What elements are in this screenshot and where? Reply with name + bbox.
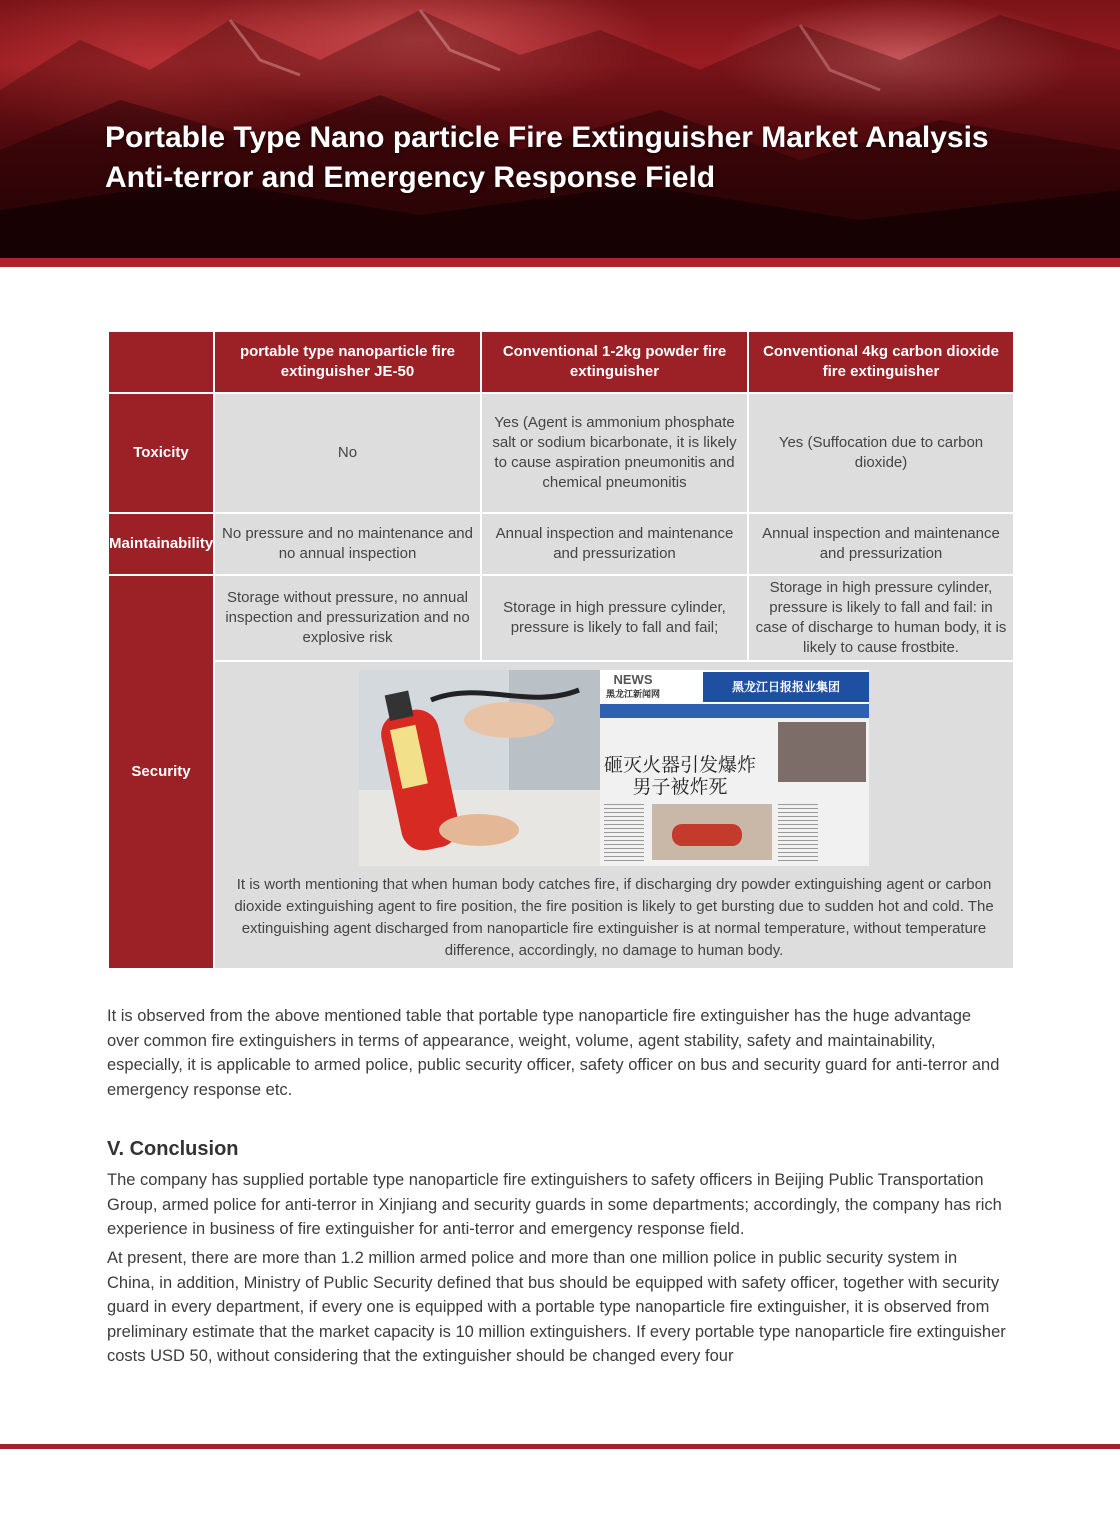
table-row-security — [108, 575, 1014, 661]
row-label-maintainability: Maintainability — [108, 513, 214, 575]
header-banner — [0, 0, 1120, 258]
cell-maint-powder: Annual inspection and maintenance and pressurization — [481, 513, 748, 575]
header-powder: Conventional 1-2kg powder fire extinguisher — [481, 331, 748, 393]
table-row-maintainability — [108, 513, 1014, 575]
cell-toxicity-powder: Yes (Agent is ammonium phosphate salt or sodium bicarbonate, it is likely to cause aspiration pneumonitis and chemical pneumonitis — [481, 393, 748, 513]
row-label-toxicity: Toxicity — [108, 393, 214, 513]
news-group-banner: 黑龙江日报报业集团 — [703, 672, 869, 702]
cell-sec-nano: Storage without pressure, no annual inspection and pressurization and no explosive risk — [214, 575, 481, 661]
section-heading-conclusion: V. Conclusion — [107, 1138, 239, 1160]
security-note: It is worth mentioning that when human body catches fire, if discharging dry powder extinguishing agent or carbon dioxide extinguishing agent to fire position, the fire position is likely to get bursting due to sudden hot and cold. The extinguishing agent discharged from nanoparticle fire extinguisher is at normal temperature, without temperature difference, accordingly, no damage to human body. — [234, 876, 994, 959]
title-line-2: Anti-terror and Emergency Response Field — [105, 161, 716, 194]
footer-line — [0, 1444, 1120, 1449]
summary-paragraph: It is observed from the above mentioned table that portable type nanoparticle fire extinguisher has the huge advantage over common fire extinguishers in terms of appearance, weight, volume, agent stability, safety and maintainability, especially, it is applicable to armed police, public security officer, safety officer on bus and security guard for anti-terror and emergency response etc. — [107, 1007, 1000, 1099]
table-row-security-detail — [108, 661, 1014, 969]
header-nanoparticle: portable type nanoparticle fire extinguisher JE-50 — [214, 331, 481, 393]
table-header-row — [108, 331, 1014, 393]
cell-toxicity-co2: Yes (Suffocation due to carbon dioxide) — [748, 393, 1014, 513]
cell-maint-co2: Annual inspection and maintenance and pressurization — [748, 513, 1014, 575]
photo-strip — [359, 670, 869, 866]
extinguisher-illustration — [359, 670, 600, 866]
news-logo: NEWS 黑龙江新闻网 — [606, 672, 661, 699]
header-corner — [108, 331, 214, 393]
news-nav-bar — [600, 704, 869, 718]
cell-maint-nano: No pressure and no maintenance and no annual inspection — [214, 513, 481, 575]
news-photo-2 — [652, 804, 772, 860]
cell-sec-co2: Storage in high pressure cylinder, pressure is likely to fall and fail: in case of discharge to human body, it is likely to cause frostbite. — [748, 575, 1014, 661]
newspaper-clipping — [600, 670, 869, 866]
conclusion-paragraph-1: The company has supplied portable type nanoparticle fire extinguishers to safety officers in Beijing Public Transportation Group, armed police for anti-terror in Xinjiang and security guards in some departments; accordingly, the company has rich experience in business of fire extinguisher for anti-terror and emergency response field. — [107, 1171, 1002, 1239]
conclusion-paragraph-2: At present, there are more than 1.2 million armed police and more than one million police in public security system in China, in addition, Ministry of Public Security defined that bus should be equipped with safety officer, together with security guard in every department, if every one is equipped with a portable type nanoparticle fire extinguisher, it is observed from preliminary estimate that the market capacity is 10 million extinguishers. If every portable type nanoparticle fire extinguisher costs USD 50, without considering that the extinguisher should be changed every four — [107, 1249, 1006, 1366]
extinguisher-photo — [359, 670, 600, 866]
row-label-security: Security — [108, 575, 214, 969]
title-line-1: Portable Type Nano particle Fire Extinguisher Market Analysis — [105, 121, 989, 154]
news-photo — [778, 722, 866, 782]
table-row-toxicity — [108, 393, 1014, 513]
cell-toxicity-nano: No — [214, 393, 481, 513]
news-headline: 砸灭火器引发爆炸 男子被炸死 — [604, 754, 757, 798]
page-title — [105, 118, 989, 198]
header-stripe — [0, 258, 1120, 267]
security-detail-cell — [214, 661, 1014, 969]
header-co2: Conventional 4kg carbon dioxide fire extinguisher — [748, 331, 1014, 393]
cell-sec-powder: Storage in high pressure cylinder, pressure is likely to fall and fail; — [481, 575, 748, 661]
comparison-table — [107, 330, 1015, 970]
